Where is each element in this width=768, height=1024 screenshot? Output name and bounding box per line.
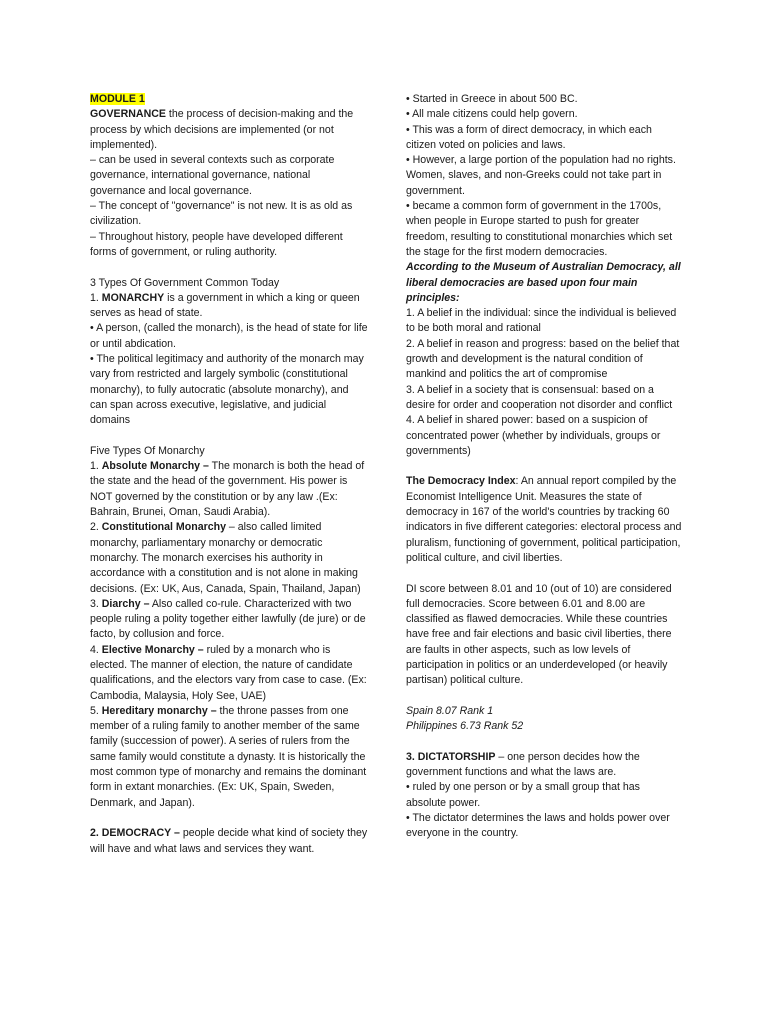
principle-item: 2. A belief in reason and progress: based on the belief that growth and development is the natural condition of mankind and politics the art of compromise [406,337,680,381]
dictatorship-definition [406,750,682,781]
monarchy-bullet: • The political legitimacy and authority of the monarch may vary from restricted and largely symbolic (constitutional monarchy), to fully autocratic (absolute monarchy), and can span across executive, legislative, and judicial domains [90,353,364,427]
item-number: 4. [90,643,102,656]
museum-heading: According to the Museum of Australian Democracy, all liberal democracies are based upon four main principles: [406,261,681,304]
monarchy-number: 1. [90,291,102,304]
governance-point: – can be used in several contexts such as corporate governance, international governance, national governance and local governance. [90,154,335,197]
democracy-index-paragraph [406,474,682,566]
rank-line: Philippines 6.73 Rank 52 [406,720,524,733]
item-number: 1. [90,460,102,473]
monarchy-bullet: • A person, (called the monarch), is the head of state for life or until abdication. [90,322,368,350]
governance-definition [90,107,368,153]
item-term: Absolute Monarchy – [101,460,209,473]
item-number: 2. [90,521,102,534]
monarchy-term: MONARCHY [101,291,165,304]
item-text: – also called limited monarchy, parliamentary monarchy or democratic monarchy. The monarch exercises his authority in accordance with a constitution and is not alone in making decisions. (Ex: UK, Aus, Canada, Spain, Thailand, Japan) [90,521,361,595]
democracy-bullet: • However, a large portion of the population had no rights. Women, slaves, and non-Greeks could not take part in government. [406,154,676,197]
dictatorship-term: 3. DICTATORSHIP [406,750,496,763]
item-text: Also called co-rule. Characterized with two people ruling a polity together either lawfully (de jure) or de facto, by collusion and force. [90,597,366,641]
score-paragraph: DI score between 8.01 and 10 (out of 10) are considered full democracies. Score between 6.01 and 8.00 are classified as flawed democracies. While these countries have free and fair elections and basic civil liberties, there are faults in other aspects, such as low levels of participation in politics or an underdeveloped (or heavily partisan) political culture. [406,582,672,687]
monarchy-type-item [90,597,368,643]
item-text: The monarch is both the head of the state and the head of the government. His power is NOT governed by the constitution or by any law .(Ex: Bahrain, Brunei, Oman, Saudi Arabia). [90,460,365,519]
democracy-definition [90,826,368,857]
monarchy-type-item [90,459,368,520]
types-heading: 3 Types Of Government Common Today [90,276,280,289]
item-term: Diarchy – [101,597,150,610]
principle-item: 1. A belief in the individual: since the individual is believed to be both moral and rational [406,307,677,335]
item-term: Constitutional Monarchy [101,521,226,534]
dictatorship-text: – one person decides how the government functions and what the laws are. [406,750,640,779]
item-term: Hereditary monarchy – [101,704,217,717]
dictatorship-bullet: • The dictator determines the laws and holds power over everyone in the country. [406,811,670,840]
monarchy-type-item [90,520,368,596]
democracy-bullet: • became a common form of government in the 1700s, when people in Europe started to push for greater freedom, resulting to constitutional monarchies which set the stage for the first modern democracies. [406,200,673,258]
item-text: the throne passes from one member of a ruling family to another member of the same family (succession of power). A series of rulers from the same family would constitute a dynasty. It is historically the most common type of monarchy and remains the dominant form in extant monarchies. (Ex: UK, Spain, Sweden, Denmark, and Japan). [90,704,367,809]
democracy-term: 2. DEMOCRACY – [90,827,180,840]
dictatorship-bullet: • ruled by one person or by a small group that has absolute power. [406,781,640,809]
governance-point: – The concept of "governance" is not new. It is as old as civilization. [90,200,353,228]
left-column [90,92,368,857]
five-types-heading: Five Types Of Monarchy [90,444,205,457]
democracy-index-term: The Democracy Index [406,475,516,488]
monarchy-definition [90,291,368,322]
principle-item: 4. A belief in shared power: based on a suspicion of concentrated power (whether by individuals, groups or governments) [406,414,661,457]
item-term: Elective Monarchy – [101,643,204,656]
democracy-text: people decide what kind of society they will have and what laws and services they want. [90,827,368,855]
item-text: ruled by a monarch who is elected. The manner of election, the nature of candidate qualifications, and the electors vary from case to case. (Ex: Cambodia, Malaysia, Holy See, UAE) [90,643,367,702]
item-number: 5. [90,704,102,717]
item-number: 3. [90,597,102,610]
module-label: MODULE 1 [90,93,145,105]
governance-point: – Throughout history, people have developed different forms of government, or ruling authority. [90,230,343,258]
module-line [90,92,368,107]
monarchy-type-item [90,704,368,811]
rank-line: Spain 8.07 Rank 1 [406,704,494,717]
democracy-bullet: • This was a form of direct democracy, in which each citizen voted on policies and laws. [406,123,652,151]
right-column [406,92,682,842]
governance-term: GOVERNANCE [90,108,166,121]
governance-text: the process of decision-making and the process by which decisions are implemented (or not implemented). [90,108,354,151]
monarchy-type-item [90,643,368,704]
democracy-index-text: : An annual report compiled by the Economist Intelligence Unit. Measures the state of democracy in 167 of the world's countries by tracking 60 indicators in five different categories: electoral process and pluralism, functioning of government, political participation, political culture, and civil liberties. [406,475,682,564]
monarchy-text: is a government in which a king or queen serves as head of state. [90,291,360,320]
principle-item: 3. A belief in a society that is consensual: based on a desire for order and cooperation not disorder and conflict [406,383,673,411]
democracy-bullet: • Started in Greece in about 500 BC. [406,93,578,105]
democracy-bullet: • All male citizens could help govern. [406,108,578,121]
